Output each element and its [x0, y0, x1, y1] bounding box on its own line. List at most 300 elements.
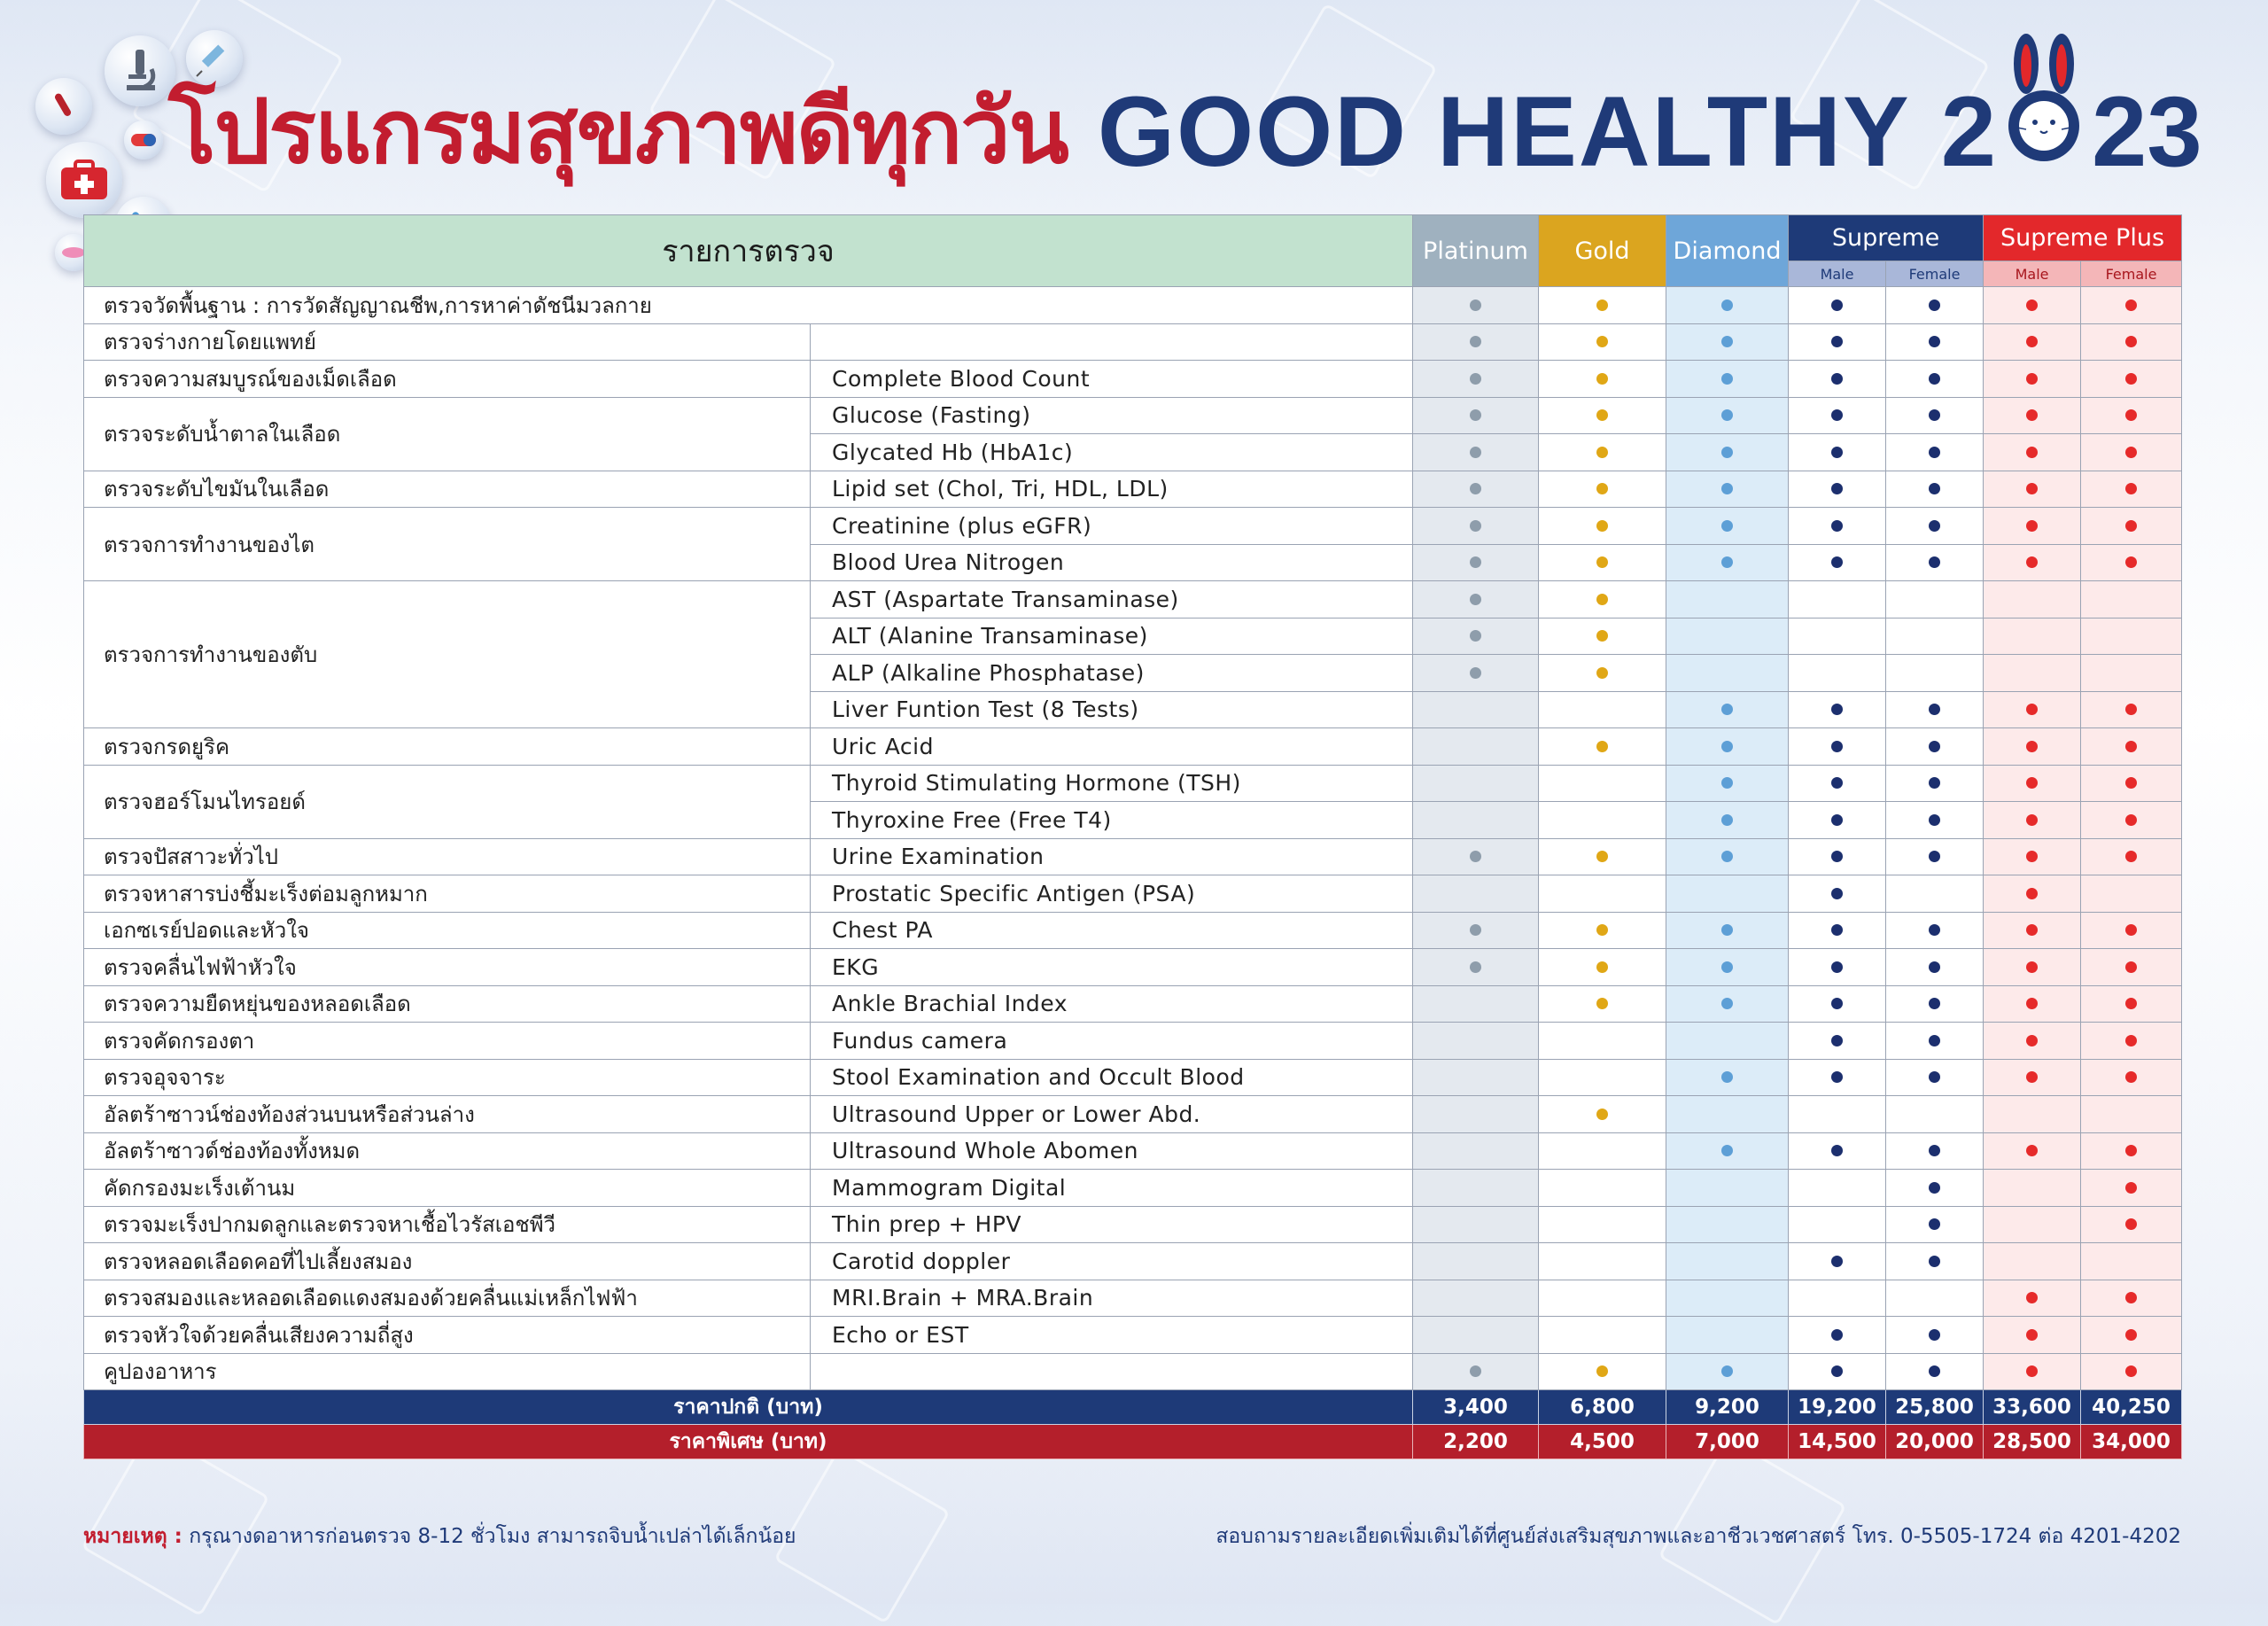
- exam-test-name: Lipid set (Chol, Tri, HDL, LDL): [811, 471, 1413, 508]
- exam-test-name: MRI.Brain + MRA.Brain: [811, 1280, 1413, 1317]
- table-row: [84, 875, 2182, 913]
- package-cell: [1789, 397, 1886, 434]
- package-cell: [1886, 397, 1984, 434]
- package-cell: [1413, 1243, 1539, 1280]
- package-cell: [1789, 985, 1886, 1023]
- subheader-supreme-female: Female: [1886, 261, 1984, 287]
- first-aid-kit-icon: [46, 142, 122, 218]
- exam-category: ตรวจมะเร็งปากมดลูกและตรวจหาเชื้อไวรัสเอชพีวี: [84, 1206, 811, 1243]
- included-dot-icon: [2125, 1035, 2137, 1046]
- regular-price-row: [84, 1390, 2182, 1425]
- header-gold: Gold: [1539, 215, 1666, 287]
- package-cell: [1886, 618, 1984, 655]
- table-row: [84, 985, 2182, 1023]
- thermometer-icon: [35, 78, 92, 135]
- header-supreme: Supreme: [1789, 215, 1984, 261]
- package-cell: [1984, 287, 2081, 324]
- title-english: GOOD HEALTHY: [1097, 75, 1911, 187]
- package-cell: [1666, 361, 1789, 398]
- included-dot-icon: [1929, 741, 1940, 752]
- package-cell: [1666, 508, 1789, 545]
- package-cell: [2081, 985, 2182, 1023]
- exam-category: ตรวจระดับไขมันในเลือด: [84, 471, 811, 508]
- package-cell: [1789, 287, 1886, 324]
- included-dot-icon: [2026, 888, 2038, 899]
- included-dot-icon: [1470, 556, 1481, 568]
- package-cell: [1666, 1353, 1789, 1390]
- included-dot-icon: [1470, 483, 1481, 494]
- exam-test-name: Stool Examination and Occult Blood: [811, 1059, 1413, 1096]
- exam-test-name: Prostatic Specific Antigen (PSA): [811, 875, 1413, 913]
- exam-test-name: Thyroid Stimulating Hormone (TSH): [811, 765, 1413, 802]
- included-dot-icon: [1596, 961, 1608, 973]
- included-dot-icon: [1470, 851, 1481, 862]
- package-cell: [1984, 765, 2081, 802]
- footnote-text: กรุณางดอาหารก่อนตรวจ 8-12 ชั่วโมง สามารถจิบน้ำเปล่าได้เล็กน้อย: [189, 1525, 796, 1548]
- included-dot-icon: [2125, 1365, 2137, 1377]
- included-dot-icon: [1470, 1365, 1481, 1377]
- included-dot-icon: [2125, 704, 2137, 715]
- package-cell: [1789, 728, 1886, 766]
- included-dot-icon: [1831, 998, 1843, 1009]
- included-dot-icon: [2125, 998, 2137, 1009]
- package-cell: [1789, 1243, 1886, 1280]
- included-dot-icon: [1721, 336, 1733, 347]
- included-dot-icon: [1721, 998, 1733, 1009]
- included-dot-icon: [1831, 851, 1843, 862]
- package-cell: [1413, 691, 1539, 728]
- package-cell: [1984, 1170, 2081, 1207]
- special-price-label: ราคาพิเศษ (บาท): [84, 1425, 1413, 1459]
- package-cell: [2081, 691, 2182, 728]
- included-dot-icon: [1929, 961, 1940, 973]
- included-dot-icon: [1470, 447, 1481, 458]
- year-digits-right: 23: [2092, 75, 2202, 187]
- exam-test-name: Urine Examination: [811, 838, 1413, 875]
- included-dot-icon: [2026, 1071, 2038, 1083]
- package-cell: [1413, 618, 1539, 655]
- package-cell: [1666, 912, 1789, 949]
- included-dot-icon: [1929, 1365, 1940, 1377]
- package-cell: [1886, 323, 1984, 361]
- package-cell: [2081, 1280, 2182, 1317]
- package-cell: [1984, 1317, 2081, 1354]
- package-cell: [1984, 1096, 2081, 1133]
- package-cell: [2081, 434, 2182, 471]
- table-body: [84, 287, 2182, 1390]
- package-cell: [1886, 434, 1984, 471]
- included-dot-icon: [1831, 704, 1843, 715]
- year-digit-left: 2: [1940, 75, 1997, 187]
- package-cell: [2081, 581, 2182, 619]
- table-row: [84, 1353, 2182, 1390]
- included-dot-icon: [2125, 300, 2137, 311]
- included-dot-icon: [1929, 777, 1940, 789]
- package-cell: [1413, 361, 1539, 398]
- exam-category: เอกซเรย์ปอดและหัวใจ: [84, 912, 811, 949]
- included-dot-icon: [2125, 851, 2137, 862]
- included-dot-icon: [2026, 1365, 2038, 1377]
- included-dot-icon: [1831, 300, 1843, 311]
- included-dot-icon: [1721, 851, 1733, 862]
- package-cell: [1789, 1170, 1886, 1207]
- package-cell: [1539, 508, 1666, 545]
- special-price-diamond: 7,000: [1666, 1425, 1789, 1459]
- package-cell: [1789, 581, 1886, 619]
- exam-category: ตรวจร่างกายโดยแพทย์: [84, 323, 811, 361]
- included-dot-icon: [1596, 336, 1608, 347]
- included-dot-icon: [2026, 704, 2038, 715]
- exam-test-name: ALP (Alkaline Phosphatase): [811, 655, 1413, 692]
- package-cell: [1886, 1280, 1984, 1317]
- exam-category: คูปองอาหาร: [84, 1353, 811, 1390]
- included-dot-icon: [1831, 1035, 1843, 1046]
- package-cell: [1984, 1353, 2081, 1390]
- package-cell: [2081, 618, 2182, 655]
- contact-info: สอบถามรายละเอียดเพิ่มเติมได้ที่ศูนย์ส่งเสริมสุขภาพและอาชีวเวชศาสตร์ โทร. 0-5505-1724 ต่อ 4201-4202: [1216, 1525, 2181, 1548]
- included-dot-icon: [1929, 704, 1940, 715]
- package-cell: [1413, 1170, 1539, 1207]
- package-cell: [2081, 397, 2182, 434]
- package-cell: [2081, 1170, 2182, 1207]
- exam-category: ตรวจฮอร์โมนไทรอยด์: [84, 765, 811, 838]
- package-cell: [1539, 1280, 1666, 1317]
- package-cell: [1886, 838, 1984, 875]
- included-dot-icon: [1721, 777, 1733, 789]
- package-cell: [1666, 1280, 1789, 1317]
- table-row: [84, 1059, 2182, 1096]
- included-dot-icon: [1721, 556, 1733, 568]
- exam-test-name: Liver Funtion Test (8 Tests): [811, 691, 1413, 728]
- included-dot-icon: [2125, 814, 2137, 826]
- included-dot-icon: [1470, 373, 1481, 385]
- package-cell: [1984, 949, 2081, 986]
- included-dot-icon: [2026, 851, 2038, 862]
- package-cell: [1413, 1206, 1539, 1243]
- package-cell: [1789, 875, 1886, 913]
- package-cell: [1666, 1132, 1789, 1170]
- package-cell: [2081, 912, 2182, 949]
- package-cell: [1539, 655, 1666, 692]
- included-dot-icon: [1470, 924, 1481, 936]
- package-cell: [1886, 508, 1984, 545]
- table-row: [84, 323, 2182, 361]
- package-cell: [1539, 361, 1666, 398]
- package-cell: [2081, 1317, 2182, 1354]
- exam-category: ตรวจการทำงานของตับ: [84, 581, 811, 728]
- included-dot-icon: [1831, 741, 1843, 752]
- package-cell: [1666, 875, 1789, 913]
- included-dot-icon: [1929, 1182, 1940, 1194]
- package-cell: [1413, 471, 1539, 508]
- package-cell: [1886, 361, 1984, 398]
- exam-category: ตรวจคัดกรองตา: [84, 1023, 811, 1060]
- package-cell: [1886, 949, 1984, 986]
- included-dot-icon: [2026, 336, 2038, 347]
- included-dot-icon: [1596, 594, 1608, 605]
- exam-test-name: Glycated Hb (HbA1c): [811, 434, 1413, 471]
- package-cell: [1984, 361, 2081, 398]
- included-dot-icon: [1596, 1109, 1608, 1120]
- package-cell: [1886, 471, 1984, 508]
- included-dot-icon: [1929, 300, 1940, 311]
- included-dot-icon: [1929, 1256, 1940, 1267]
- package-cell: [1789, 471, 1886, 508]
- special-price-supreme-female: 20,000: [1886, 1425, 1984, 1459]
- package-cell: [2081, 949, 2182, 986]
- table-row: [84, 949, 2182, 986]
- package-cell: [1984, 323, 2081, 361]
- package-cell: [1886, 1096, 1984, 1133]
- exam-category: ตรวจหาสารบ่งชี้มะเร็งต่อมลูกหมาก: [84, 875, 811, 913]
- package-cell: [1413, 875, 1539, 913]
- subheader-supreme-male: Male: [1789, 261, 1886, 287]
- package-cell: [2081, 471, 2182, 508]
- package-cell: [1789, 618, 1886, 655]
- included-dot-icon: [1721, 814, 1733, 826]
- package-cell: [1413, 581, 1539, 619]
- included-dot-icon: [2026, 1292, 2038, 1303]
- included-dot-icon: [2125, 483, 2137, 494]
- footnote-label: หมายเหตุ :: [83, 1525, 183, 1548]
- package-cell: [1539, 397, 1666, 434]
- package-cell: [1984, 875, 2081, 913]
- package-cell: [2081, 1096, 2182, 1133]
- included-dot-icon: [1721, 704, 1733, 715]
- package-cell: [1666, 1243, 1789, 1280]
- table-row: [84, 508, 2182, 545]
- package-cell: [1539, 1023, 1666, 1060]
- included-dot-icon: [1596, 630, 1608, 642]
- package-cell: [1413, 728, 1539, 766]
- special-price-supreme-plus-female: 34,000: [2081, 1425, 2182, 1459]
- included-dot-icon: [2125, 556, 2137, 568]
- package-cell: [1789, 323, 1886, 361]
- package-cell: [1539, 875, 1666, 913]
- package-cell: [2081, 1243, 2182, 1280]
- subheader-supreme-plus-male: Male: [1984, 261, 2081, 287]
- included-dot-icon: [2026, 777, 2038, 789]
- package-cell: [1413, 323, 1539, 361]
- package-cell: [1666, 728, 1789, 766]
- title-year: [1941, 74, 2202, 189]
- package-cell: [2081, 728, 2182, 766]
- package-cell: [1886, 655, 1984, 692]
- package-cell: [1539, 434, 1666, 471]
- included-dot-icon: [1929, 1329, 1940, 1341]
- package-cell: [1666, 544, 1789, 581]
- package-cell: [1886, 1059, 1984, 1096]
- package-cell: [1789, 949, 1886, 986]
- table-row: [84, 912, 2182, 949]
- exam-category: ตรวจหลอดเลือดคอที่ไปเลี้ยงสมอง: [84, 1243, 811, 1280]
- package-cell: [1539, 1170, 1666, 1207]
- package-cell: [1666, 949, 1789, 986]
- special-price-supreme-male: 14,500: [1789, 1425, 1886, 1459]
- package-cell: [1413, 838, 1539, 875]
- package-cell: [2081, 655, 2182, 692]
- included-dot-icon: [2125, 1182, 2137, 1194]
- package-cell: [1789, 1317, 1886, 1354]
- included-dot-icon: [1831, 1365, 1843, 1377]
- included-dot-icon: [1831, 777, 1843, 789]
- included-dot-icon: [1721, 924, 1733, 936]
- package-cell: [1539, 471, 1666, 508]
- package-cell: [1984, 1280, 2081, 1317]
- package-cell: [2081, 1023, 2182, 1060]
- table-row: [84, 728, 2182, 766]
- exam-test-name: ALT (Alanine Transaminase): [811, 618, 1413, 655]
- included-dot-icon: [1721, 520, 1733, 532]
- exam-category: คัดกรองมะเร็งเต้านม: [84, 1170, 811, 1207]
- included-dot-icon: [2125, 777, 2137, 789]
- regular-price-supreme-plus-male: 33,600: [1984, 1390, 2081, 1425]
- included-dot-icon: [1470, 336, 1481, 347]
- exam-category: ตรวจความสมบูรณ์ของเม็ดเลือด: [84, 361, 811, 398]
- package-cell: [1666, 765, 1789, 802]
- included-dot-icon: [1596, 556, 1608, 568]
- included-dot-icon: [1831, 1145, 1843, 1156]
- exam-category: ตรวจความยืดหยุ่นของหลอดเลือด: [84, 985, 811, 1023]
- included-dot-icon: [1831, 336, 1843, 347]
- package-cell: [1789, 838, 1886, 875]
- included-dot-icon: [2026, 1145, 2038, 1156]
- package-cell: [1789, 1096, 1886, 1133]
- package-cell: [1666, 1317, 1789, 1354]
- package-cell: [1413, 287, 1539, 324]
- package-cell: [1413, 397, 1539, 434]
- microscope-icon: [105, 35, 175, 106]
- included-dot-icon: [2026, 409, 2038, 421]
- exam-test-name: Thin prep + HPV: [811, 1206, 1413, 1243]
- included-dot-icon: [1721, 961, 1733, 973]
- regular-price-diamond: 9,200: [1666, 1390, 1789, 1425]
- health-program-table: [83, 214, 2182, 1459]
- package-cell: [1666, 691, 1789, 728]
- package-cell: [1413, 1023, 1539, 1060]
- package-cell: [1984, 655, 2081, 692]
- included-dot-icon: [2026, 447, 2038, 458]
- regular-price-supreme-female: 25,800: [1886, 1390, 1984, 1425]
- package-cell: [1886, 1170, 1984, 1207]
- package-cell: [1984, 1206, 2081, 1243]
- exam-category: ตรวจระดับน้ำตาลในเลือด: [84, 397, 811, 471]
- package-cell: [1789, 655, 1886, 692]
- package-cell: [1789, 1206, 1886, 1243]
- package-cell: [2081, 1059, 2182, 1096]
- package-cell: [1413, 912, 1539, 949]
- package-cell: [1539, 728, 1666, 766]
- included-dot-icon: [1721, 447, 1733, 458]
- included-dot-icon: [2026, 814, 2038, 826]
- package-cell: [1666, 287, 1789, 324]
- package-cell: [1413, 434, 1539, 471]
- package-cell: [1666, 1206, 1789, 1243]
- included-dot-icon: [2125, 1071, 2137, 1083]
- package-cell: [1886, 1243, 1984, 1280]
- package-cell: [1666, 655, 1789, 692]
- package-cell: [1539, 985, 1666, 1023]
- included-dot-icon: [2125, 373, 2137, 385]
- exam-test-name: Mammogram Digital: [811, 1170, 1413, 1207]
- footnote: [83, 1521, 796, 1552]
- package-cell: [1413, 985, 1539, 1023]
- table-row: [84, 765, 2182, 802]
- included-dot-icon: [1831, 924, 1843, 936]
- header-diamond: Diamond: [1666, 215, 1789, 287]
- included-dot-icon: [2125, 409, 2137, 421]
- exam-category: ตรวจหัวใจด้วยคลื่นเสียงความถี่สูง: [84, 1317, 811, 1354]
- package-cell: [1984, 471, 2081, 508]
- package-cell: [1789, 1059, 1886, 1096]
- table-row: [84, 1096, 2182, 1133]
- included-dot-icon: [1721, 741, 1733, 752]
- included-dot-icon: [1596, 924, 1608, 936]
- included-dot-icon: [2026, 998, 2038, 1009]
- subheader-supreme-plus-female: Female: [2081, 261, 2182, 287]
- exam-test-name: Echo or EST: [811, 1317, 1413, 1354]
- exam-test-name: Ankle Brachial Index: [811, 985, 1413, 1023]
- package-cell: [2081, 838, 2182, 875]
- included-dot-icon: [1596, 409, 1608, 421]
- package-cell: [1539, 1059, 1666, 1096]
- table-row: [84, 1132, 2182, 1170]
- package-cell: [1789, 508, 1886, 545]
- package-cell: [1539, 581, 1666, 619]
- package-cell: [1984, 802, 2081, 839]
- package-cell: [1886, 1132, 1984, 1170]
- package-cell: [1666, 838, 1789, 875]
- special-price-row: [84, 1425, 2182, 1459]
- package-cell: [1886, 765, 1984, 802]
- included-dot-icon: [1596, 447, 1608, 458]
- package-cell: [1666, 1059, 1789, 1096]
- package-cell: [1666, 618, 1789, 655]
- included-dot-icon: [1596, 741, 1608, 752]
- included-dot-icon: [2125, 1145, 2137, 1156]
- included-dot-icon: [1929, 1145, 1940, 1156]
- package-cell: [1789, 361, 1886, 398]
- package-cell: [1886, 985, 1984, 1023]
- table-row: [84, 287, 2182, 324]
- included-dot-icon: [1831, 1329, 1843, 1341]
- included-dot-icon: [1929, 1071, 1940, 1083]
- included-dot-icon: [2026, 520, 2038, 532]
- package-cell: [1539, 838, 1666, 875]
- package-cell: [2081, 323, 2182, 361]
- included-dot-icon: [1929, 447, 1940, 458]
- included-dot-icon: [1721, 409, 1733, 421]
- exam-category: อัลตร้าซาวด์ช่องท้องทั้งหมด: [84, 1132, 811, 1170]
- package-cell: [2081, 544, 2182, 581]
- package-cell: [1886, 802, 1984, 839]
- package-cell: [2081, 765, 2182, 802]
- rabbit-icon: [2001, 82, 2086, 181]
- included-dot-icon: [1596, 667, 1608, 679]
- included-dot-icon: [1929, 1035, 1940, 1046]
- included-dot-icon: [1596, 851, 1608, 862]
- exam-category: ตรวจสมองและหลอดเลือดแดงสมองด้วยคลื่นแม่เหล็กไฟฟ้า: [84, 1280, 811, 1317]
- package-cell: [1666, 985, 1789, 1023]
- included-dot-icon: [1596, 1365, 1608, 1377]
- regular-price-gold: 6,800: [1539, 1390, 1666, 1425]
- table-row: [84, 1170, 2182, 1207]
- included-dot-icon: [1929, 998, 1940, 1009]
- included-dot-icon: [1831, 961, 1843, 973]
- exam-category: ตรวจคลื่นไฟฟ้าหัวใจ: [84, 949, 811, 986]
- exam-test-name: Thyroxine Free (Free T4): [811, 802, 1413, 839]
- package-cell: [1666, 1023, 1789, 1060]
